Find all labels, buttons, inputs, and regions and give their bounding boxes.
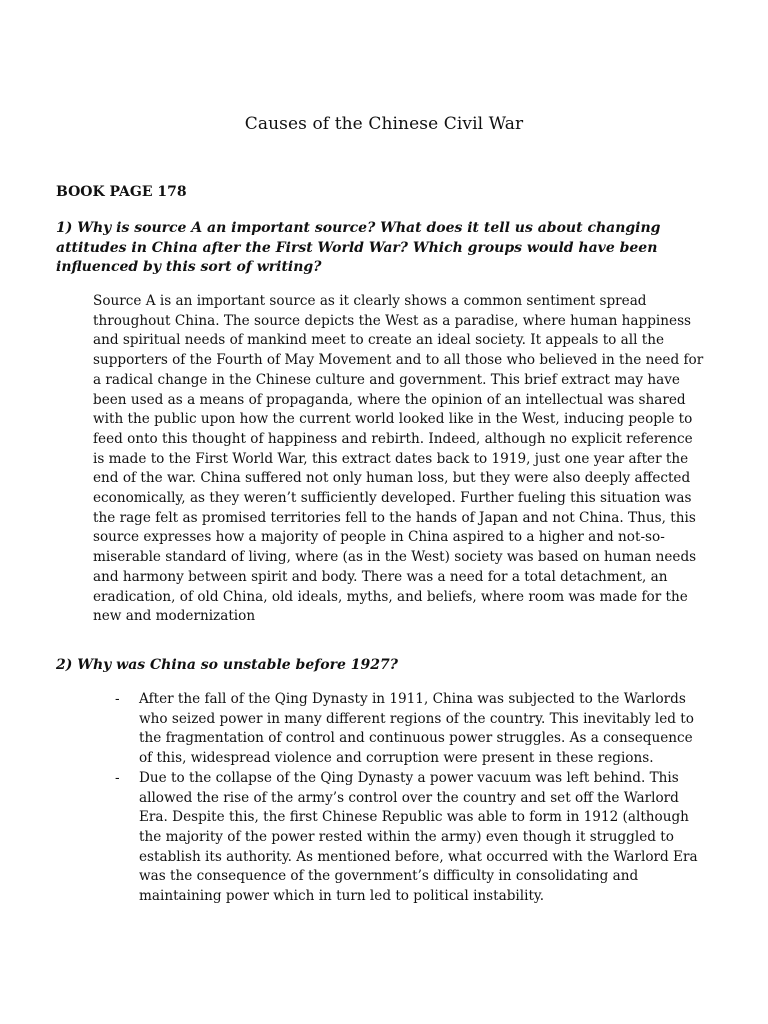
question-1: 1) Why is source A an important source? What does it tell us about changing attitudes in China after the First World War? Which groups would have been influenced by this sort of writing? (56, 220, 661, 275)
list-item (115, 690, 710, 769)
bullet-marker: - (115, 691, 120, 707)
answer-2-bullet-list (115, 690, 710, 907)
answer-1-paragraph: Source A is an important source as it clearly shows a common sentiment spread throughout China. The source depicts the West as a paradise, where human happiness and spiritual needs of mankind meet to create an ideal society. It appeals to all the supporters of the Fourth of May Movement and to all those who believed in the need for a radical change in the Chinese culture and government. This brief extract may have been used as a means of propaganda, where the opinion of an intellectual was shared with the public upon how the current world looked like in the West, inducing people to feed onto this thought of happiness and rebirth. Indeed, although no explicit reference is made to the First World War, this extract dates back to 1919, just one year after the end of the war. China suffered not only human loss, but they were also deeply affected economically, as they weren’t sufficiently developed. Further fueling this situation was the rage felt as promised territories fell to the hands of Japan and not China. Thus, this source expresses how a majority of people in China aspired to a higher and not-so-miserable standard of living, where (as in the West) society was based on human needs and harmony between spirit and body. There was a need for a total detachment, an eradication, of old China, old ideals, myths, and beliefs, where room was made for the new and modernization (93, 293, 704, 625)
bullet-text: After the fall of the Qing Dynasty in 1911, China was subjected to the Warlords who seized power in many different regions of the country. This inevitably led to the fragmentation of control and continuous power struggles. As a consequence of this, widespread violence and corruption were present in these regions. (139, 691, 694, 767)
bullet-text: Due to the collapse of the Qing Dynasty a power vacuum was left behind. This allowed the rise of the army’s control over the country and set off the Warlord Era. Despite this, the first Chinese Republic was able to form in 1912 (although the majority of the power rested within the army) even though it struggled to establish its authority. As mentioned before, what occurred with the Warlord Era was the consequence of the government’s difficulty in consolidating and maintaining power which in turn led to political instability. (139, 769, 698, 905)
list-item (115, 769, 710, 907)
bullet-marker: - (115, 769, 120, 786)
question-2: 2) Why was China so unstable before 1927? (56, 657, 398, 673)
document-title: Causes of the Chinese Civil War (244, 114, 524, 134)
book-page-heading: BOOK PAGE 178 (56, 184, 187, 200)
